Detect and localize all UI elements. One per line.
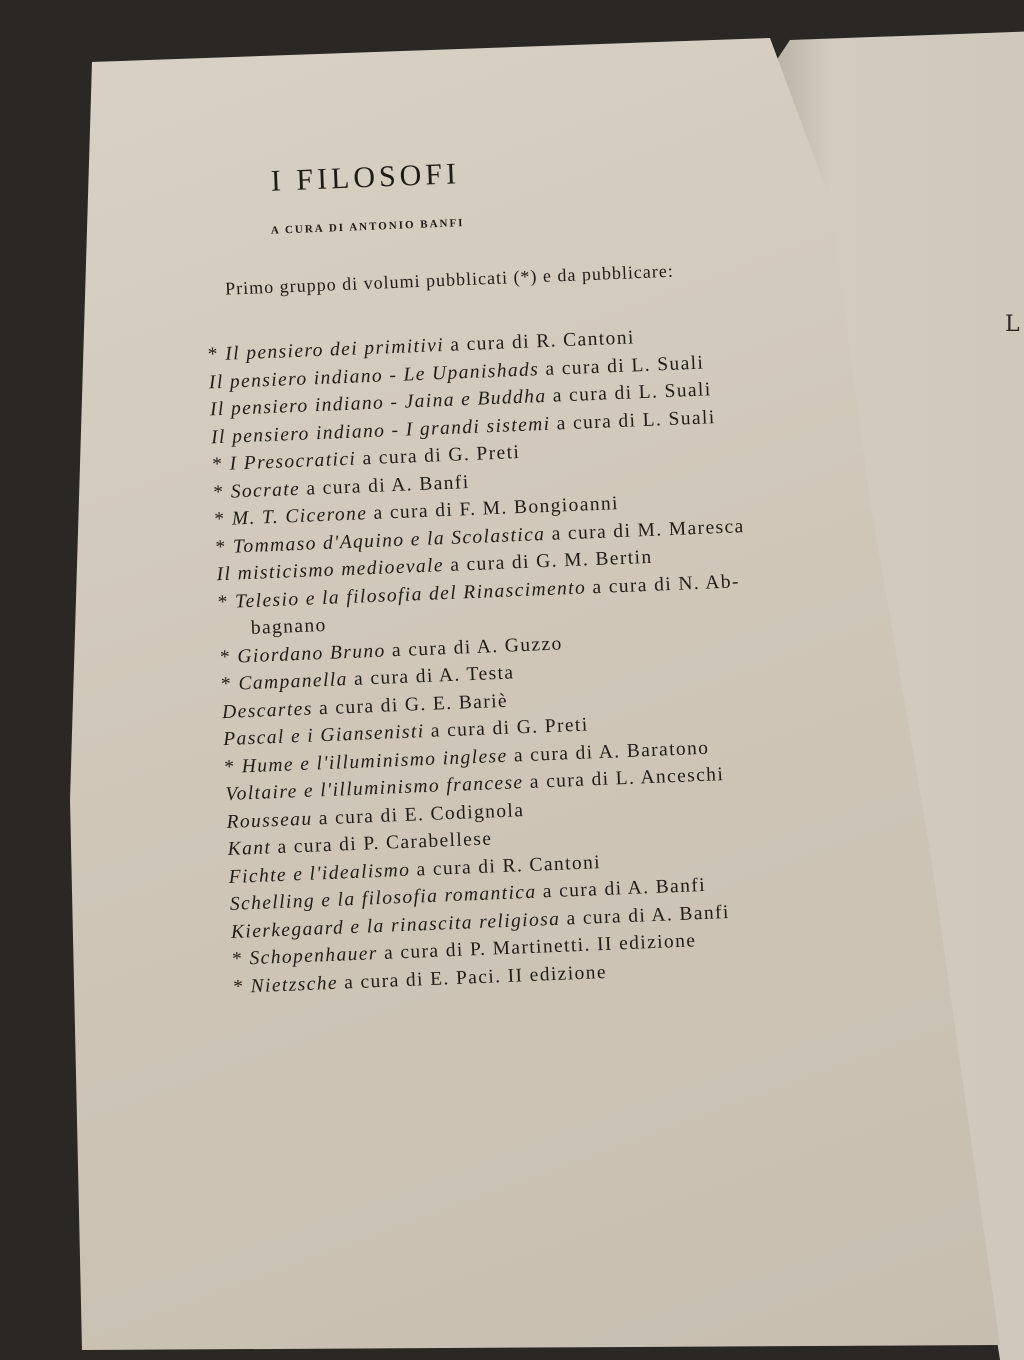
volume-title: Socrate [230, 478, 301, 503]
volume-credit: a cura di M. Maresca [544, 515, 745, 545]
volume-credit: a cura di G. Preti [355, 441, 521, 470]
volume-title: Il pensiero indiano - Jaina e Buddha [209, 385, 547, 421]
volume-credit: a cura di A. Baratono [507, 737, 710, 767]
volume-title: Schelling e la filosofia romantica [229, 881, 537, 915]
right-page-text: L [1005, 312, 1020, 337]
volume-credit: a cura di E. Codignola [312, 799, 525, 830]
volume-credit: a cura di A. Banfi [536, 874, 707, 903]
volume-list [207, 323, 762, 1004]
volume-credit: a cura di A. Banfi [299, 471, 470, 500]
star-marker: * [212, 481, 232, 503]
star-marker: * [215, 536, 234, 558]
volume-credit: a cura di A. Testa [347, 662, 515, 691]
volume-credit: a cura di R. Cantoni [443, 327, 636, 356]
star-marker: * [220, 673, 239, 696]
volume-credit: a cura di F. M. Bongioanni [366, 493, 620, 525]
volume-title: Voltaire e l'illuminismo francese [225, 772, 524, 806]
volume-title: Il pensiero indiano - Le Upanishads [208, 358, 540, 393]
volume-title: Nietzsche [250, 972, 339, 997]
page-subtitle: A CURA DI ANTONIO BANFI [270, 217, 465, 237]
volume-credit: a cura di R. Cantoni [409, 851, 602, 881]
volume-title: Schopenhauer [249, 943, 379, 970]
volume-credit: a cura di P. Martinetti. II edizione [377, 930, 697, 965]
volume-title: Rousseau [226, 808, 313, 833]
volume-credit: a cura di G. Preti [424, 714, 589, 743]
star-marker: * [219, 646, 238, 668]
volume-title: Tommaso d'Aquino e la Scolastica [232, 523, 546, 558]
volume-credit: a cura di A. Banfi [559, 901, 731, 930]
volume-title: Il misticismo medioevale [216, 555, 445, 586]
volume-title: I Presocratici [229, 448, 357, 475]
volume-title: Il pensiero indiano - I grandi sistemi [210, 413, 551, 448]
volume-title: Il pensiero dei primitivi [224, 334, 445, 365]
volume-credit: a cura di N. Ab- [585, 570, 741, 598]
page-title: I FILOSOFI [270, 157, 461, 198]
volume-credit: a cura di A. Guzzo [385, 632, 564, 662]
volume-credit: a cura di L. Anceschi [523, 764, 725, 794]
volume-title: Kierkegaard e la rinascita religiosa [230, 908, 561, 943]
volume-title: Telesio e la filosofia del Rinascimento [234, 576, 587, 613]
volume-credit: a cura di L. Suali [538, 352, 705, 380]
volume-credit: a cura di G. E. Bariè [312, 690, 509, 720]
volume-credit: a cura di G. M. Bertin [443, 546, 653, 577]
star-marker: * [217, 591, 236, 613]
volume-credit: a cura di L. Suali [550, 406, 716, 435]
volume-title: Giordano Bruno [236, 640, 387, 667]
volume-title: Pascal e i Giansenisti [222, 721, 425, 751]
volume-credit: a cura di L. Suali [546, 379, 713, 407]
volume-title: Fichte e l'idealismo [228, 859, 411, 888]
volume-title: M. T. Cicerone [231, 503, 368, 530]
volume-title: Descartes [221, 698, 314, 723]
star-marker: * [211, 453, 231, 476]
volume-credit: bagnano [250, 614, 328, 639]
star-marker: * [232, 975, 252, 998]
volume-title: Kant [227, 837, 272, 861]
star-marker: * [214, 508, 233, 531]
volume-title: Campanella [238, 669, 349, 695]
star-marker: * [207, 343, 226, 366]
intro-text: Primo gruppo di volumi pubblicati (*) e da pubblicare: [224, 260, 675, 299]
volume-credit: a cura di E. Paci. II edizione [337, 961, 608, 994]
volume-credit: a cura di P. Carabellese [270, 828, 493, 859]
star-marker: * [223, 755, 243, 778]
volume-title: Hume e l'illuminismo inglese [241, 745, 508, 777]
star-marker: * [231, 948, 250, 970]
